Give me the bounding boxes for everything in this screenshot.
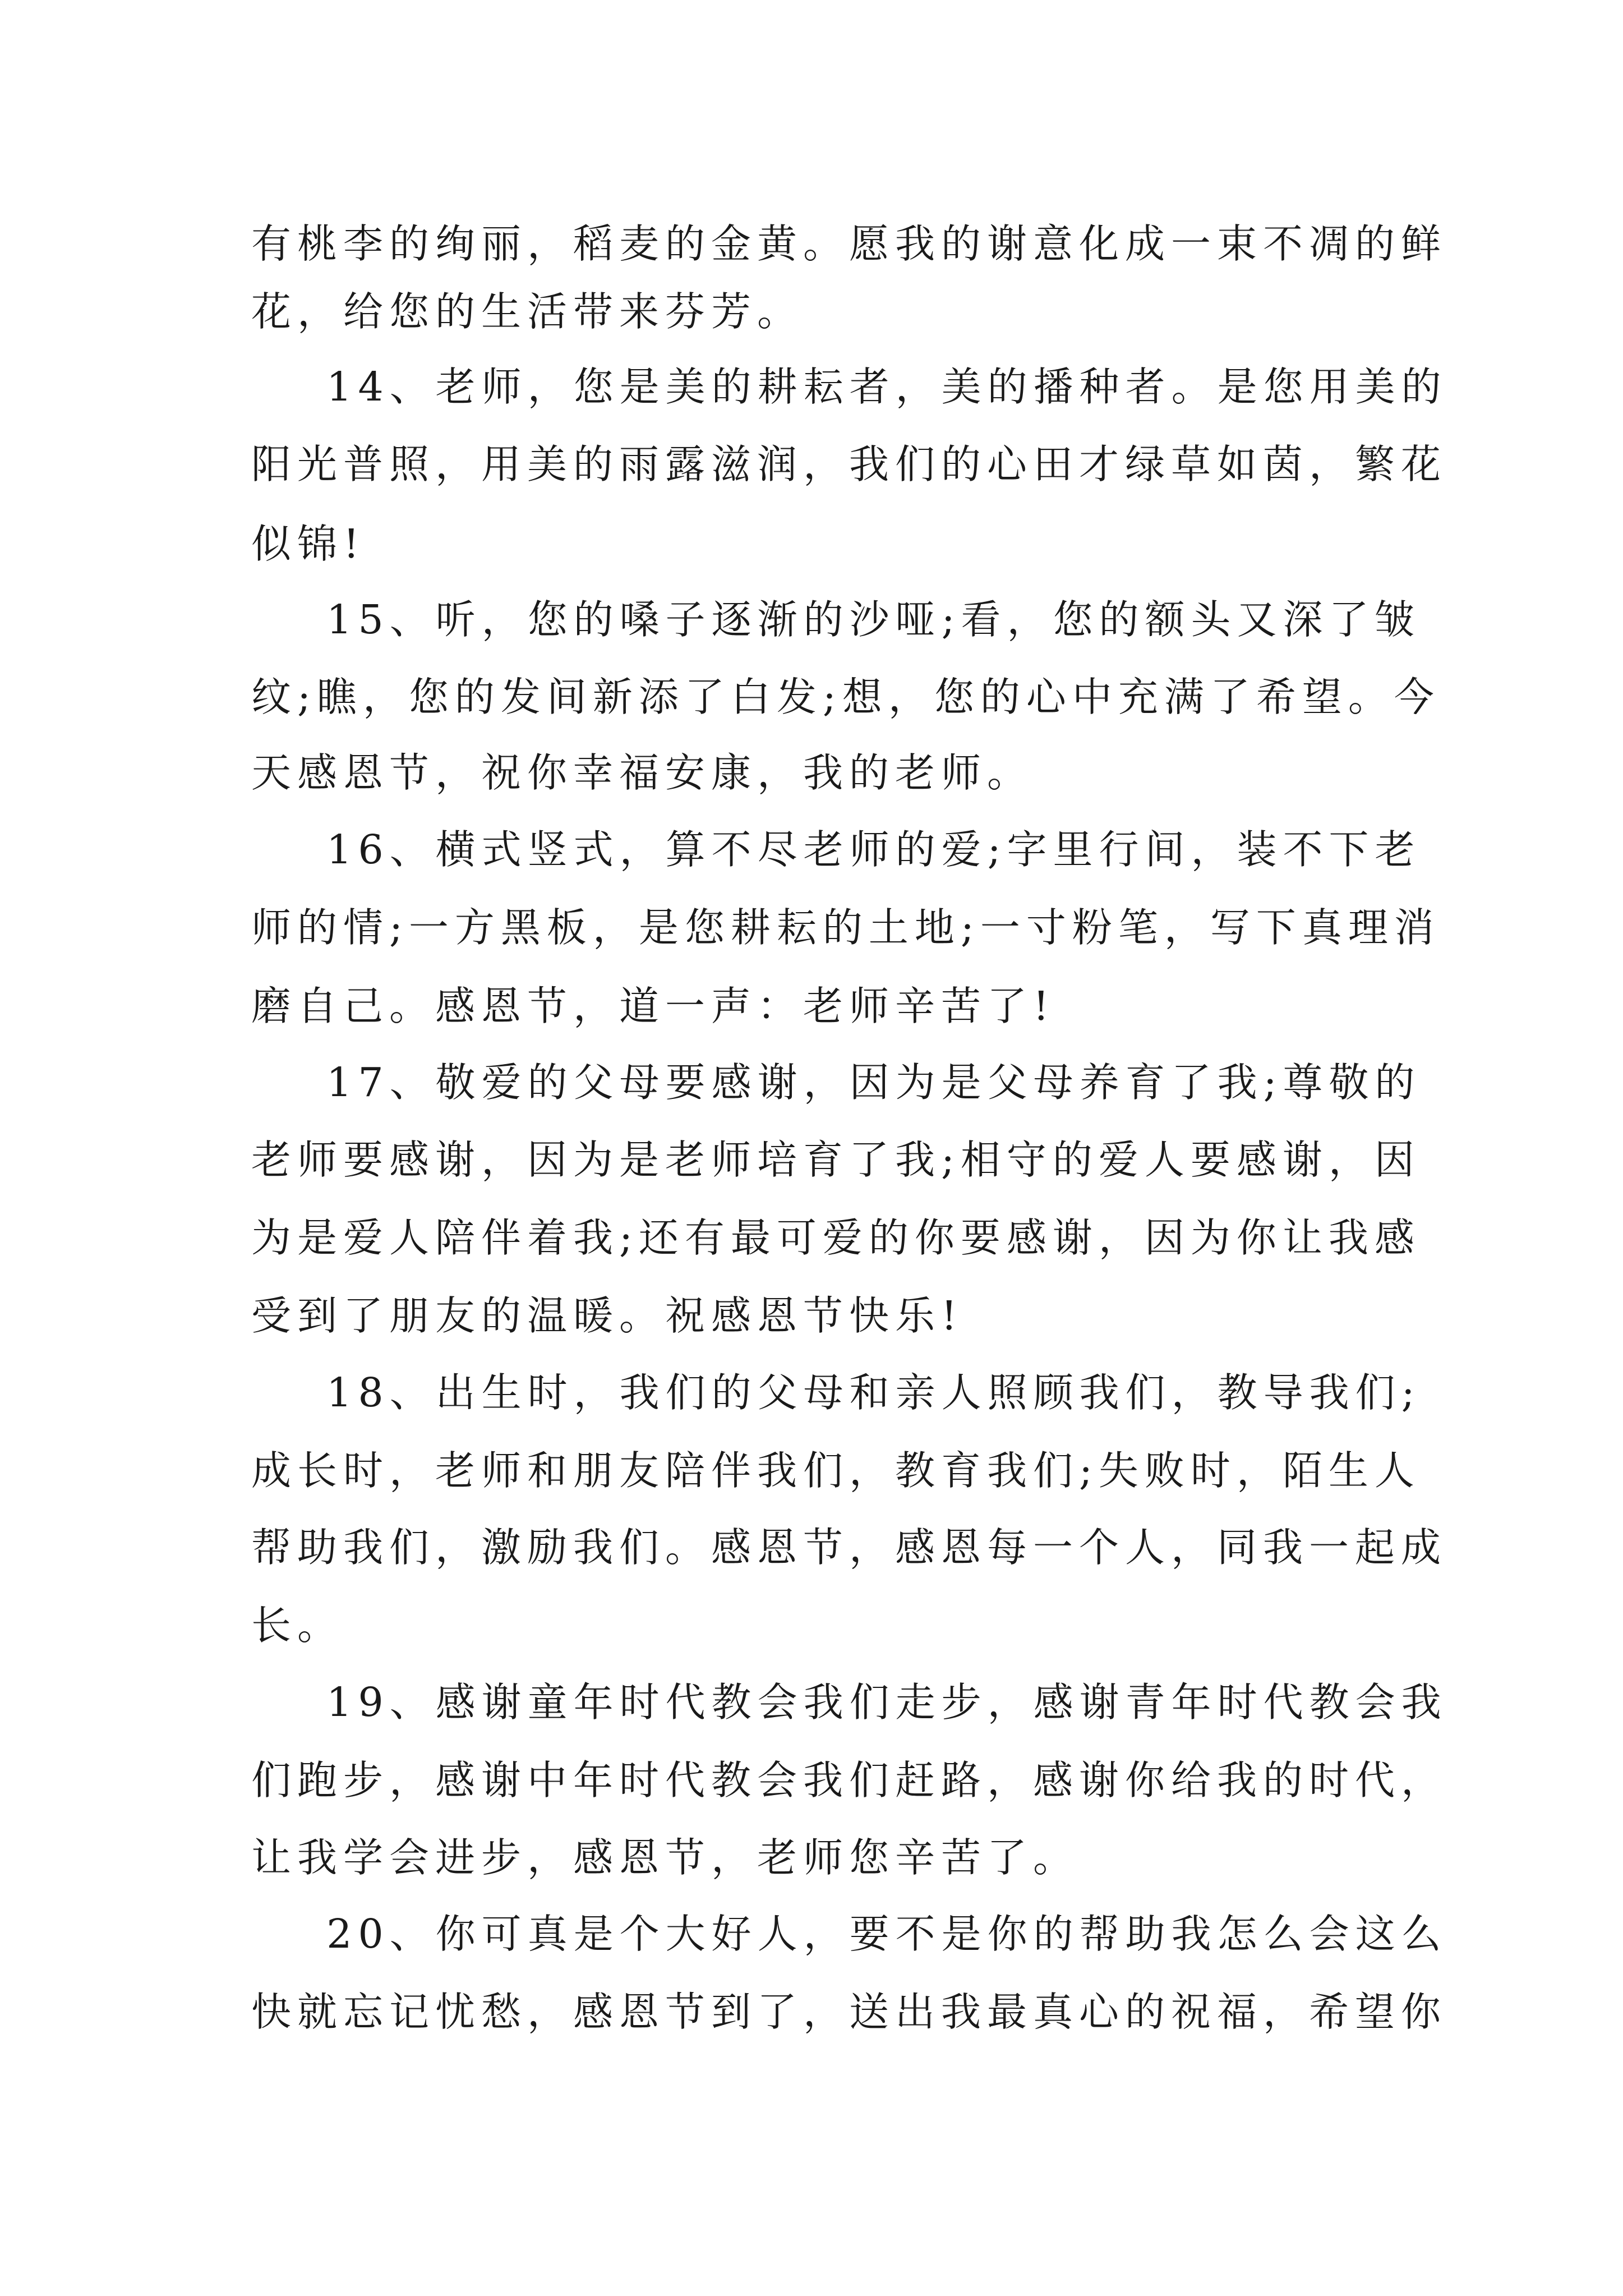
text-line: 19、感谢童年时代教会我们走步，感谢青年时代教会我 — [251, 1679, 1447, 1726]
text-line: 快就忘记忧愁，感恩节到了，送出我最真心的祝福，希望你 — [251, 1989, 1447, 2035]
text-line: 受到了朋友的温暖。祝感恩节快乐! — [251, 1292, 963, 1339]
text-line: 纹;瞧，您的发间新添了白发;想，您的心中充满了希望。今 — [251, 674, 1440, 720]
text-line: 14、老师，您是美的耕耘者，美的播种者。是您用美的 — [251, 364, 1447, 410]
text-line: 师的情;一方黑板，是您耕耘的土地;一寸粉笔，写下真理消 — [251, 904, 1440, 951]
text-line: 有桃李的绚丽，稻麦的金黄。愿我的谢意化成一束不凋的鲜 — [251, 220, 1447, 267]
text-line: 磨自己。感恩节，道一声：老师辛苦了! — [251, 983, 1055, 1029]
text-line: 17、敬爱的父母要感谢，因为是父母养育了我;尊敬的 — [251, 1059, 1421, 1106]
text-line: 16、横式竖式，算不尽老师的爱;字里行间，装不下老 — [251, 826, 1421, 873]
text-line: 们跑步，感谢中年时代教会我们赶路，感谢你给我的时代， — [251, 1757, 1447, 1803]
text-line: 似锦! — [251, 521, 366, 567]
text-line: 长。 — [251, 1602, 344, 1649]
text-line: 20、你可真是个大好人，要不是你的帮助我怎么会这么 — [251, 1911, 1447, 1957]
text-line: 老师要感谢，因为是老师培育了我;相守的爱人要感谢，因 — [251, 1137, 1421, 1183]
text-line: 花，给您的生活带来芬芳。 — [251, 288, 804, 335]
text-line: 帮助我们，激励我们。感恩节，感恩每一个人，同我一起成 — [251, 1524, 1447, 1571]
text-line: 天感恩节，祝你幸福安康，我的老师。 — [251, 749, 1034, 796]
text-line: 为是爱人陪伴着我;还有最可爱的你要感谢，因为你让我感 — [251, 1214, 1421, 1261]
text-line: 15、听，您的嗓子逐渐的沙哑;看，您的额头又深了皱 — [251, 596, 1421, 643]
text-line: 成长时，老师和朋友陪伴我们，教育我们;失败时，陌生人 — [251, 1447, 1421, 1494]
text-line: 18、出生时，我们的父母和亲人照顾我们，教导我们; — [251, 1369, 1421, 1416]
text-line: 阳光普照，用美的雨露滋润，我们的心田才绿草如茵，繁花 — [251, 441, 1447, 487]
text-line: 让我学会进步，感恩节，老师您辛苦了。 — [251, 1834, 1080, 1881]
